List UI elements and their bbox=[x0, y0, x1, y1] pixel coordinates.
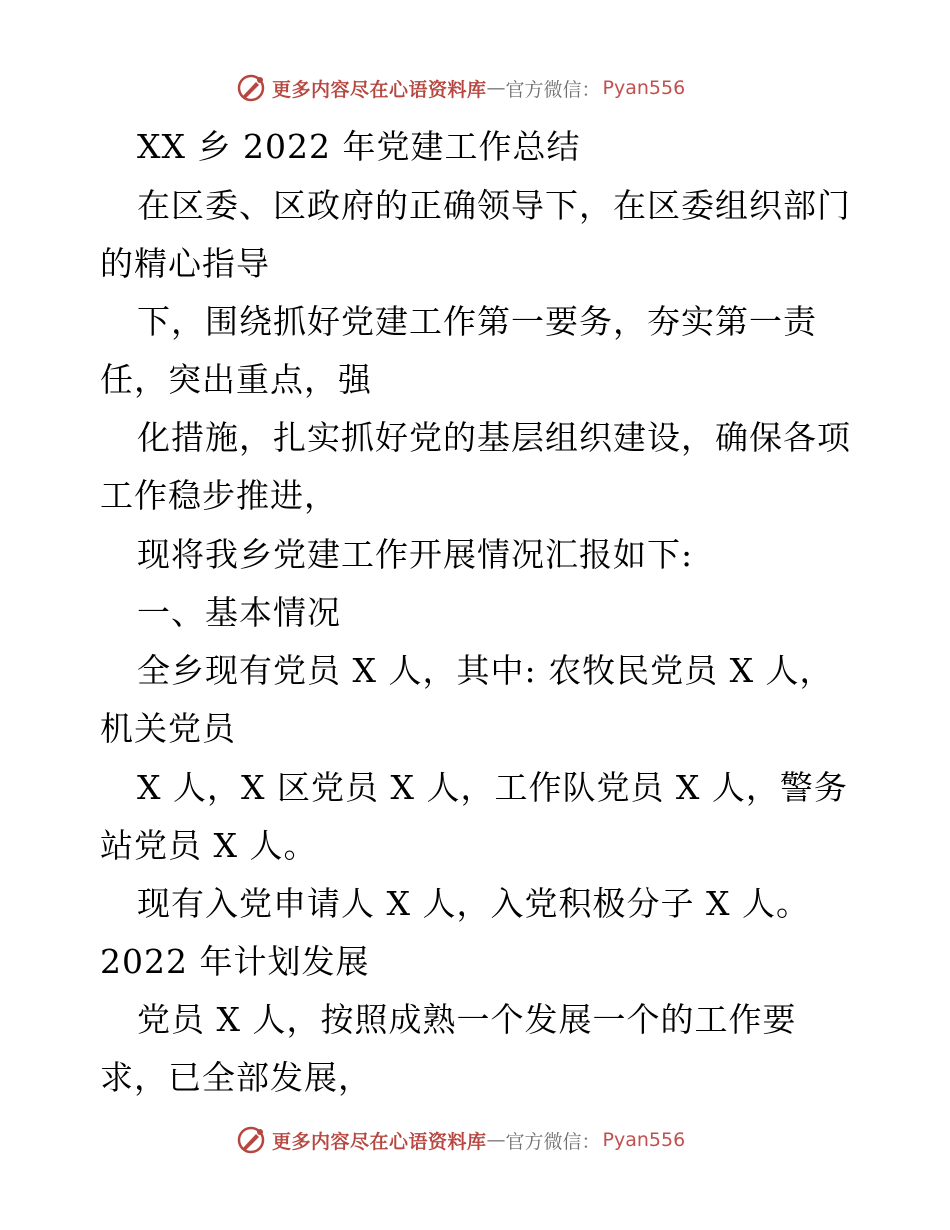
paragraph-line: 现有入党申请人 X 人，入党积极分子 X 人。 bbox=[137, 884, 810, 923]
document-title: XX 乡 2022 年党建工作总结 bbox=[137, 127, 581, 166]
paragraph-line: 党员 X 人，按照成熟一个发展一个的工作要 bbox=[137, 1000, 797, 1039]
paragraph-line: X 人，X 区党员 X 人，工作队党员 X 人，警务 bbox=[137, 768, 848, 807]
paragraph-line: 全乡现有党员 X 人，其中: 农牧民党员 X 人， bbox=[137, 651, 834, 690]
paragraph-line: 任，突出重点，强 bbox=[100, 360, 372, 399]
pen-logo-icon bbox=[236, 1125, 266, 1155]
paragraph-line: 在区委、区政府的正确领导下，在区委组织部门 bbox=[137, 186, 851, 225]
header-banner-wechat-label: 官方微信： bbox=[505, 78, 601, 101]
paragraph-line: 2022 年计划发展 bbox=[100, 942, 370, 981]
footer-banner-wechat-label: 官方微信： bbox=[505, 1130, 601, 1153]
header-banner-wechat-id: Pyan556 bbox=[602, 77, 686, 99]
paragraph-line: 化措施，扎实抓好党的基层组织建设，确保各项 bbox=[137, 418, 851, 457]
footer-banner-text: 更多内容尽在心语资料库 bbox=[272, 1130, 487, 1153]
header-banner-dash: — bbox=[486, 77, 506, 99]
header-banner-text: 更多内容尽在心语资料库 bbox=[272, 78, 487, 101]
header-watermark-banner bbox=[236, 73, 685, 103]
paragraph-line: 的精心指导 bbox=[100, 244, 270, 283]
footer-banner-wechat-id: Pyan556 bbox=[602, 1129, 686, 1151]
paragraph-line: 机关党员 bbox=[100, 709, 236, 748]
paragraph-line: 现将我乡党建工作开展情况汇报如下: bbox=[137, 535, 694, 574]
pen-logo-icon bbox=[236, 73, 266, 103]
footer-banner-dash: — bbox=[486, 1129, 506, 1151]
footer-watermark-banner bbox=[236, 1125, 685, 1155]
paragraph-line: 工作稳步推进， bbox=[100, 476, 338, 515]
paragraph-line: 下，围绕抓好党建工作第一要务，夯实第一责 bbox=[137, 302, 817, 341]
paragraph-line: 站党员 X 人。 bbox=[100, 826, 318, 865]
paragraph-line: 求，已全部发展， bbox=[100, 1058, 372, 1097]
section-heading: 一、基本情况 bbox=[137, 593, 341, 632]
